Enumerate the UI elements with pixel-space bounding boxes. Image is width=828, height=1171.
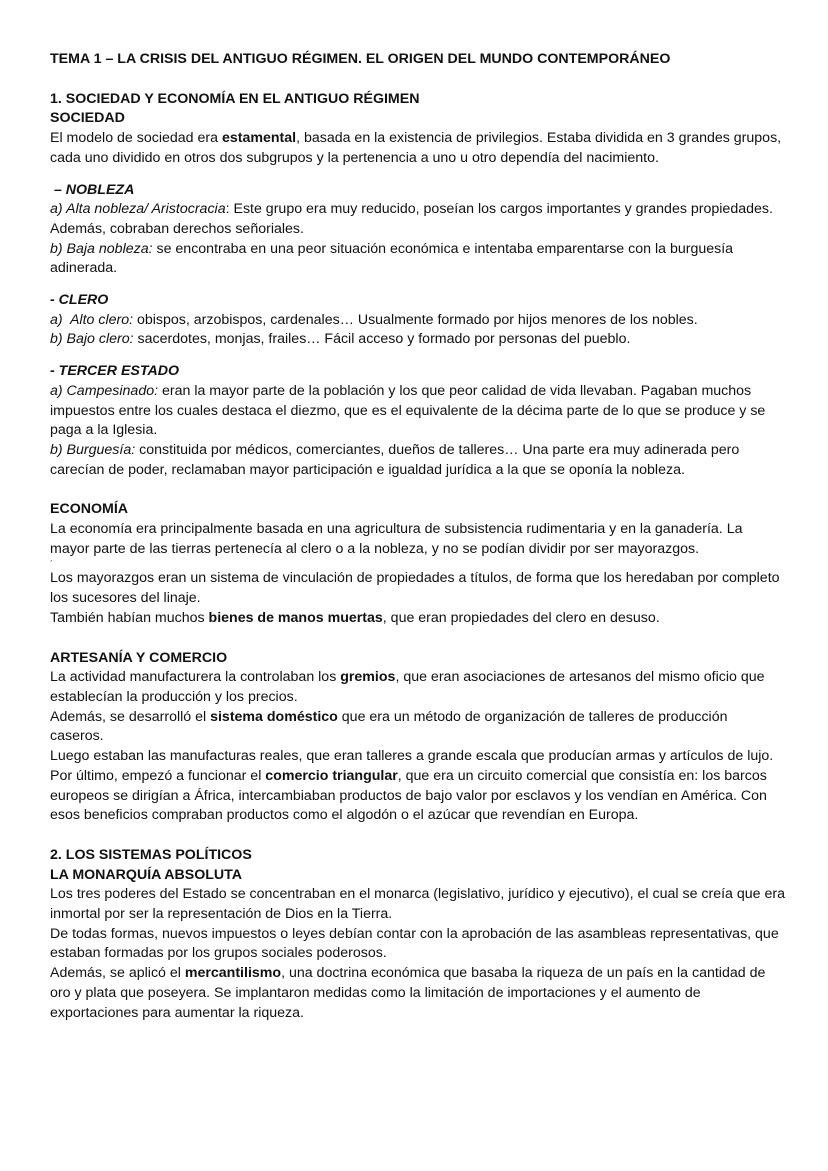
artesania-p2-text-end: que era un método de organización de talleres de producción caseros. [50, 708, 728, 745]
economia-p3-text-end: , que eran propiedades del clero en desuso. [382, 609, 660, 626]
artesania-p2 [50, 708, 785, 747]
burguesia-label: b) Burguesía: [50, 441, 136, 458]
monarquia-p2: De todas formas, nuevos impuestos o leyes debían contar con la aprobación de las asambleas representativas, que estaban formadas por los grupos sociales poderosos. [50, 925, 779, 962]
sociedad-intro [50, 129, 785, 168]
document-title: TEMA 1 – LA CRISIS DEL ANTIGUO RÉGIMEN. EL ORIGEN DEL MUNDO CONTEMPORÁNEO [50, 51, 671, 67]
sociedad-intro-text-end: , basada en la existencia de privilegios. Estaba dividida en 3 grandes grupos, cada uno dividido en otros dos subgrupos y la pertenencia a uno u otro dependía del nacimiento. [50, 130, 782, 166]
section-1-heading: 1. SOCIEDAD Y ECONOMÍA EN EL ANTIGUO RÉGIMEN [50, 90, 420, 107]
artesania-p4-bold: comercio triangular [265, 767, 398, 784]
monarquia-p3 [50, 964, 785, 1023]
sociedad-heading: SOCIEDAD [50, 110, 125, 127]
monarquia-p3-bold: mercantilismo [184, 965, 282, 982]
nobleza-heading: – NOBLEZA [50, 181, 135, 198]
nobleza-alta-label: a) Alta nobleza/ Aristocracia [50, 201, 226, 218]
section-2-heading: 2. LOS SISTEMAS POLÍTICOS [50, 846, 252, 863]
artesania-p4-text: Por último, empezó a funcionar el [50, 767, 266, 784]
campesinado-text: eran la mayor parte de la población y los que peor calidad de vida llevaban. Pagaban muchos impuestos entre los cuales destaca el diezmo, que es el equivalente de la décima parte de lo que se produce y se paga a la Iglesia. [50, 382, 766, 439]
economia-heading: ECONOMÍA [50, 501, 129, 518]
artesania-p2-bold: sistema doméstico [210, 708, 338, 725]
clero-bajo-text: sacerdotes, monjas, frailes… Fácil acceso y formado por personas del pueblo. [133, 331, 631, 348]
clero-alto-text: obispos, arzobispos, cardenales… Usualmente formado por hijos menores de los nobles. [133, 311, 698, 328]
artesania-heading: ARTESANÍA Y COMERCIO [50, 649, 228, 666]
clero-bajo-label: b) Bajo clero: [50, 331, 134, 348]
clero-alto-label: a) Alto clero: [50, 311, 134, 328]
artesania-p4-text-end: , que era un circuito comercial que consistía en: los barcos europeos se dirigían a África, intercambiaban productos de bajo valor por esclavos y los vendían en América. Con esos beneficios compraban productos como el algodón o el azúcar que revendían en Europa. [50, 767, 767, 824]
artesania-p1-bold: gremios [340, 669, 396, 686]
tercer-campesinado [50, 382, 785, 441]
stray-accent-mark: ´ [50, 559, 53, 570]
tercer-burguesia [50, 441, 785, 480]
monarquia-heading: LA MONARQUÍA ABSOLUTA [50, 866, 243, 883]
economia-p3-bold: bienes de manos muertas [208, 609, 383, 626]
burguesia-text: constituida por médicos, comerciantes, dueños de talleres… Una parte era muy adinerada pero carecían de poder, reclamaban mayor participación e igualdad jurídica a la que se oponía la nobleza. [50, 441, 740, 478]
nobleza-baja-text: se encontraba en una peor situación económica e intentaba emparentarse con la burguesía adinerada. [50, 240, 734, 277]
economia-p1: La economía era principalmente basada en una agricultura de subsistencia rudimentaria y en la ganadería. La mayor parte de las tierras pertenecía al clero o a la nobleza, y no se podían dividir por ser mayorazgos. [50, 521, 743, 557]
nobleza-alta [50, 200, 785, 239]
tercer-estado-heading: - TERCER ESTADO [50, 363, 180, 380]
monarquia-p3-text-end: , una doctrina económica que basaba la riqueza de un país en la cantidad de oro y plata que poseyera. Se implantaron medidas como la limitación de importaciones y el aumento de exportaciones para aumentar la riqueza. [50, 965, 766, 1021]
clero-alto [50, 311, 785, 331]
monarquia-p1: Los tres poderes del Estado se concentraban en el monarca (legislativo, jurídico y ejecutivo), el cual se creía que era inmortal por ser la representación de Dios en la Tierra. [50, 886, 785, 923]
artesania-p1-text-end: , que eran asociaciones de artesanos del mismo oficio que establecían la producción y los precios. [50, 669, 765, 705]
artesania-p1-text: La actividad manufacturera la controlaban los [50, 669, 341, 686]
document-page [50, 44, 785, 1023]
monarquia-p3-text: Además, se aplicó el [50, 965, 185, 982]
clero-heading: - CLERO [50, 292, 109, 309]
sociedad-intro-bold: estamental [221, 130, 297, 147]
nobleza-baja-label: b) Baja nobleza: [50, 240, 153, 257]
economia-p3 [50, 609, 785, 629]
artesania-p4 [50, 767, 785, 826]
nobleza-baja [50, 240, 785, 279]
economia-p2: Los mayorazgos eran un sistema de vinculación de propiedades a títulos, de forma que los heredaban por completo los sucesores del linaje. [50, 570, 780, 607]
nobleza-alta-text: : Este grupo era muy reducido, poseían los cargos importantes y grandes propiedades. Además, cobraban derechos señoriales. [50, 201, 773, 237]
sociedad-intro-text: El modelo de sociedad era [50, 130, 222, 147]
clero-bajo [50, 330, 785, 350]
artesania-p2-text: Además, se desarrolló el [50, 708, 211, 725]
economia-p3-text: También habían muchos [50, 609, 209, 626]
artesania-p1 [50, 668, 785, 707]
artesania-p3: Luego estaban las manufacturas reales, que eran talleres a grande escala que producían armas y artículos de lujo. [50, 748, 774, 765]
campesinado-label: a) Campesinado: [50, 382, 159, 399]
